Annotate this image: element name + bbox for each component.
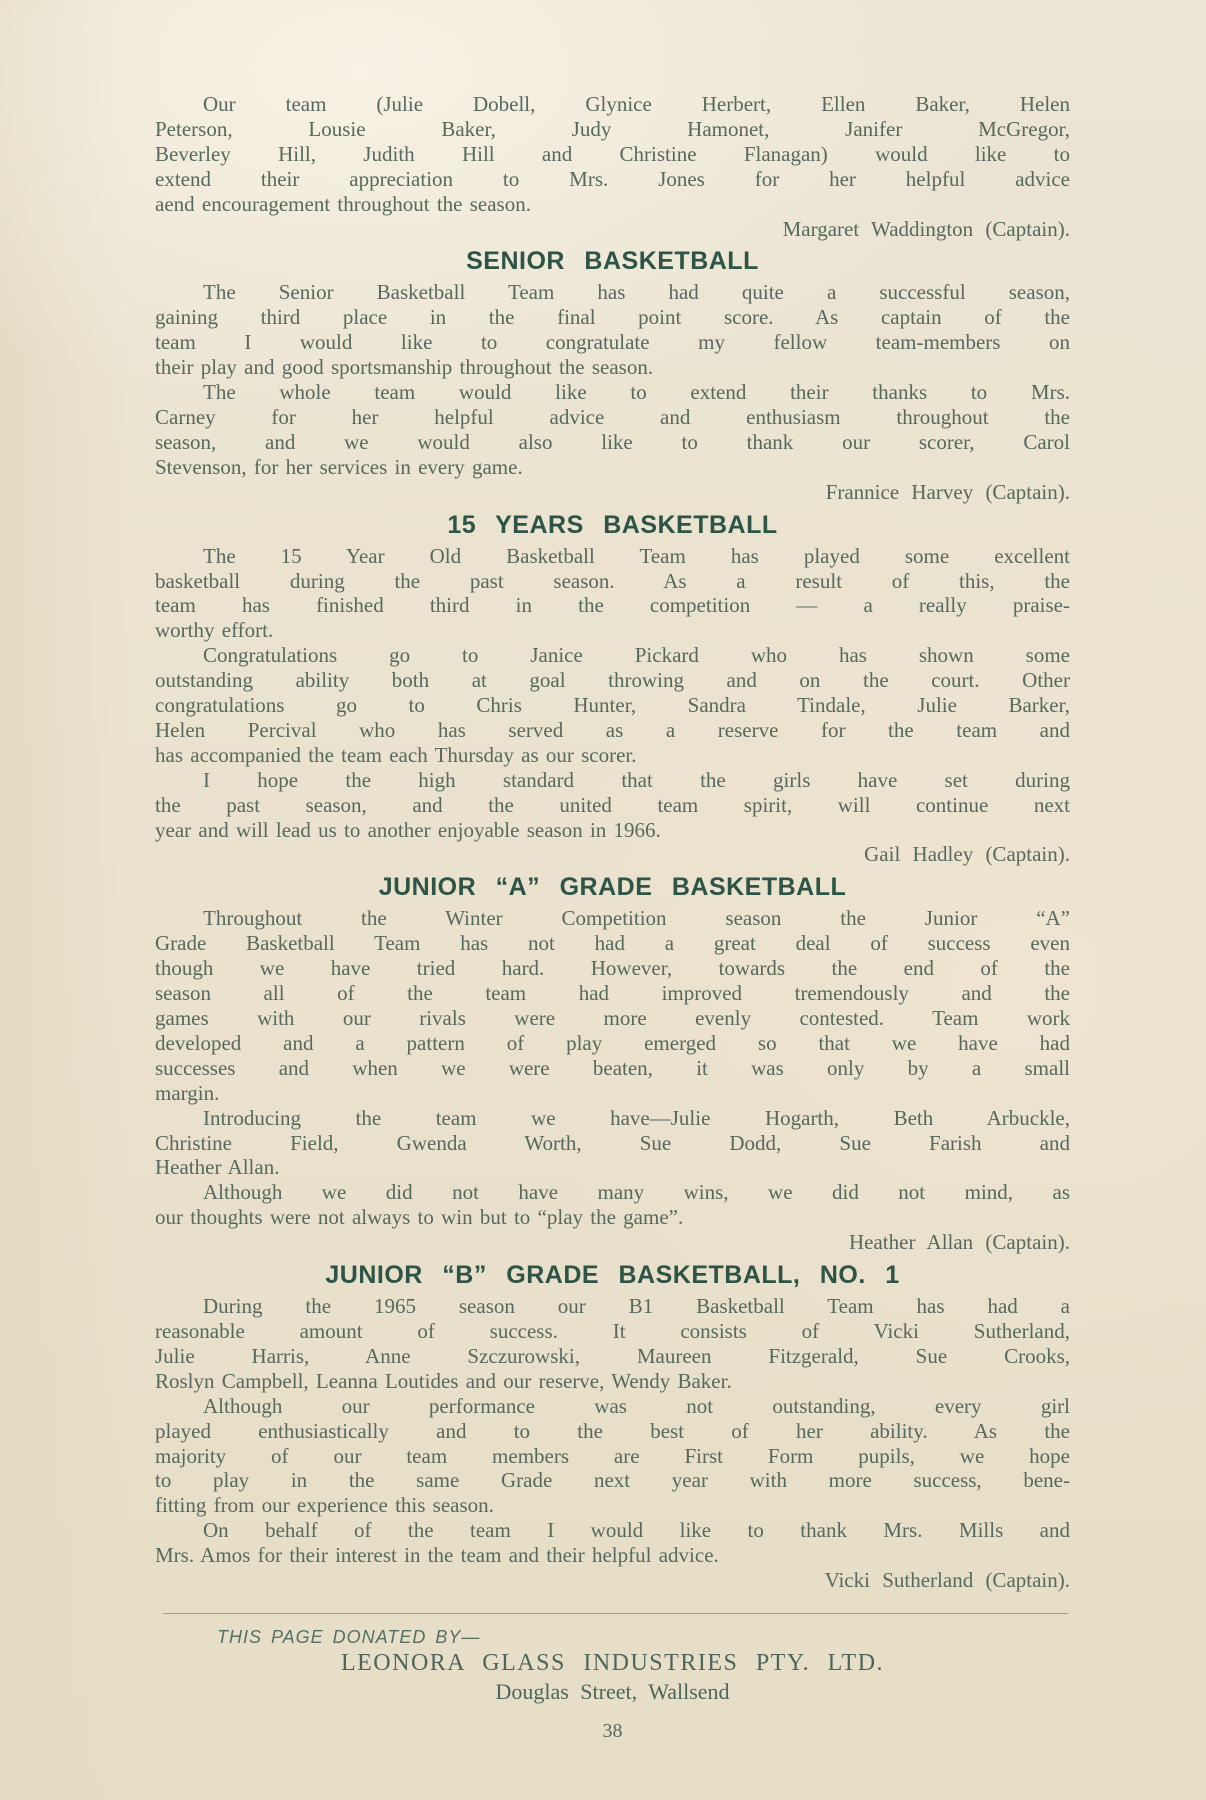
text-line: season all of the team had improved tremendously and the xyxy=(155,981,1070,1006)
section-intro-continuation xyxy=(155,92,1070,241)
text-line: developed and a pattern of play emerged so that we have had xyxy=(155,1030,1070,1055)
text-line: team I would like to congratulate my fellow team-members on xyxy=(155,330,1070,355)
text-line: Helen Percival who has served as a reserve for the team and xyxy=(155,717,1070,742)
captain-signature: Frannice Harvey (Captain). xyxy=(825,479,1070,504)
text-line: year and will lead us to another enjoyable season in 1966. xyxy=(155,817,661,842)
paragraph xyxy=(155,380,1070,480)
captain-signature: Margaret Waddington (Captain). xyxy=(782,216,1070,241)
text-line: to play in the same Grade next year with more success, bene- xyxy=(155,1468,1070,1493)
donation-credit-label: THIS PAGE DONATED BY— xyxy=(217,1626,481,1647)
text-line: On behalf of the team I would like to thank Mrs. Mills and xyxy=(203,1518,1070,1543)
paragraph xyxy=(155,906,1070,1105)
text-line: Heather Allan. xyxy=(155,1155,280,1180)
text-line: Congratulations go to Janice Pickard who has shown some xyxy=(203,643,1070,668)
text-line: successes and when we were beaten, it was only by a small xyxy=(155,1055,1070,1080)
text-line: worthy effort. xyxy=(155,618,274,643)
text-line: Christine Field, Gwenda Worth, Sue Dodd, Sue Farish and xyxy=(155,1130,1070,1155)
text-line: The 15 Year Old Basketball Team has played some excellent xyxy=(203,543,1070,568)
text-line: Peterson, Lousie Baker, Judy Hamonet, Janifer McGregor, xyxy=(155,116,1070,141)
text-line: played enthusiastically and to the best of her ability. As the xyxy=(155,1418,1070,1443)
text-line: Introducing the team we have—Julie Hogarth, Beth Arbuckle, xyxy=(203,1105,1070,1130)
section-15-years-basketball xyxy=(155,511,1070,868)
paragraph xyxy=(155,768,1070,843)
text-line: margin. xyxy=(155,1080,220,1105)
text-line: team has finished third in the competition — a really praise- xyxy=(155,593,1070,618)
text-line: Roslyn Campbell, Leanna Loutides and our reserve, Wendy Baker. xyxy=(155,1368,732,1393)
text-line: reasonable amount of success. It consists of Vicki Sutherland, xyxy=(155,1318,1070,1343)
text-line: the past season, and the united team spirit, will continue next xyxy=(155,792,1070,817)
section-junior-b-grade-basketball-no-1 xyxy=(155,1261,1070,1593)
text-line: games with our rivals were more evenly contested. Team work xyxy=(155,1006,1070,1030)
section-heading: JUNIOR “A” GRADE BASKETBALL xyxy=(378,873,847,902)
text-line: Although our performance was not outstanding, every girl xyxy=(203,1393,1070,1418)
paragraph xyxy=(155,1518,1070,1568)
paragraph xyxy=(155,1294,1070,1394)
paragraph xyxy=(155,1106,1070,1181)
text-line: though we have tried hard. However, towards the end of the xyxy=(155,956,1070,981)
text-line: During the 1965 season our B1 Basketball Team has had a xyxy=(203,1294,1070,1319)
captain-signature: Gail Hadley (Captain). xyxy=(864,842,1070,867)
text-line: Throughout the Winter Competition season the Junior “A” xyxy=(203,906,1070,931)
section-heading: SENIOR BASKETBALL xyxy=(466,247,759,276)
text-line: our thoughts were not always to win but to “play the game”. xyxy=(155,1205,684,1230)
text-line: fitting from our experience this season. xyxy=(155,1493,494,1518)
text-line: Mrs. Amos for their interest in the team and their helpful advice. xyxy=(155,1543,719,1568)
section-heading: JUNIOR “B” GRADE BASKETBALL, NO. 1 xyxy=(325,1261,900,1290)
captain-signature: Vicki Sutherland (Captain). xyxy=(824,1568,1070,1593)
text-line: congratulations go to Chris Hunter, Sandra Tindale, Julie Barker, xyxy=(155,693,1070,718)
donor-company-name: LEONORA GLASS INDUSTRIES PTY. LTD. xyxy=(340,1649,885,1676)
paragraph xyxy=(155,643,1070,768)
text-line: their play and good sportsmanship throughout the season. xyxy=(155,355,654,380)
text-line: outstanding ability both at goal throwing and on the court. Other xyxy=(155,668,1070,693)
paragraph xyxy=(155,280,1070,380)
section-heading: 15 YEARS BASKETBALL xyxy=(447,510,778,539)
paragraph xyxy=(155,92,1070,217)
text-line: Although we did not have many wins, we did not mind, as xyxy=(203,1180,1070,1205)
text-line: aend encouragement throughout the season. xyxy=(155,191,531,216)
text-line: gaining third place in the final point score. As captain of the xyxy=(155,305,1070,330)
text-line: Stevenson, for her services in every game. xyxy=(155,454,523,479)
text-line: has accompanied the team each Thursday as our scorer. xyxy=(155,742,637,767)
text-line: Grade Basketball Team has not had a great deal of success even xyxy=(155,931,1070,956)
section-senior-basketball xyxy=(155,247,1070,504)
paragraph xyxy=(155,544,1070,644)
paragraph xyxy=(155,1180,1070,1230)
text-line: season, and we would also like to thank our scorer, Carol xyxy=(155,429,1070,454)
text-line: Our team (Julie Dobell, Glynice Herbert, Ellen Baker, Helen xyxy=(203,92,1070,116)
text-line: basketball during the past season. As a result of this, the xyxy=(155,568,1070,593)
text-line: Julie Harris, Anne Szczurowski, Maureen Fitzgerald, Sue Crooks, xyxy=(155,1343,1070,1368)
text-line: majority of our team members are First Form pupils, we hope xyxy=(155,1443,1070,1468)
page-number: 38 xyxy=(602,1719,623,1742)
page-footer xyxy=(155,1613,1070,1743)
article-body xyxy=(155,0,1070,1593)
text-line: Carney for her helpful advice and enthusiasm throughout the xyxy=(155,404,1070,429)
section-junior-a-grade-basketball xyxy=(155,873,1070,1255)
text-line: extend their appreciation to Mrs. Jones for her helpful advice xyxy=(155,166,1070,191)
text-line: The Senior Basketball Team has had quite a successful season, xyxy=(203,280,1070,305)
paragraph xyxy=(155,1394,1070,1519)
text-line: Beverley Hill, Judith Hill and Christine Flanagan) would like to xyxy=(155,141,1070,166)
text-line: The whole team would like to extend their thanks to Mrs. xyxy=(203,380,1070,405)
text-line: I hope the high standard that the girls have set during xyxy=(203,767,1070,792)
footer-divider xyxy=(163,1613,1068,1614)
donor-company-address: Douglas Street, Wallsend xyxy=(495,1678,730,1704)
captain-signature: Heather Allan (Captain). xyxy=(848,1230,1070,1255)
